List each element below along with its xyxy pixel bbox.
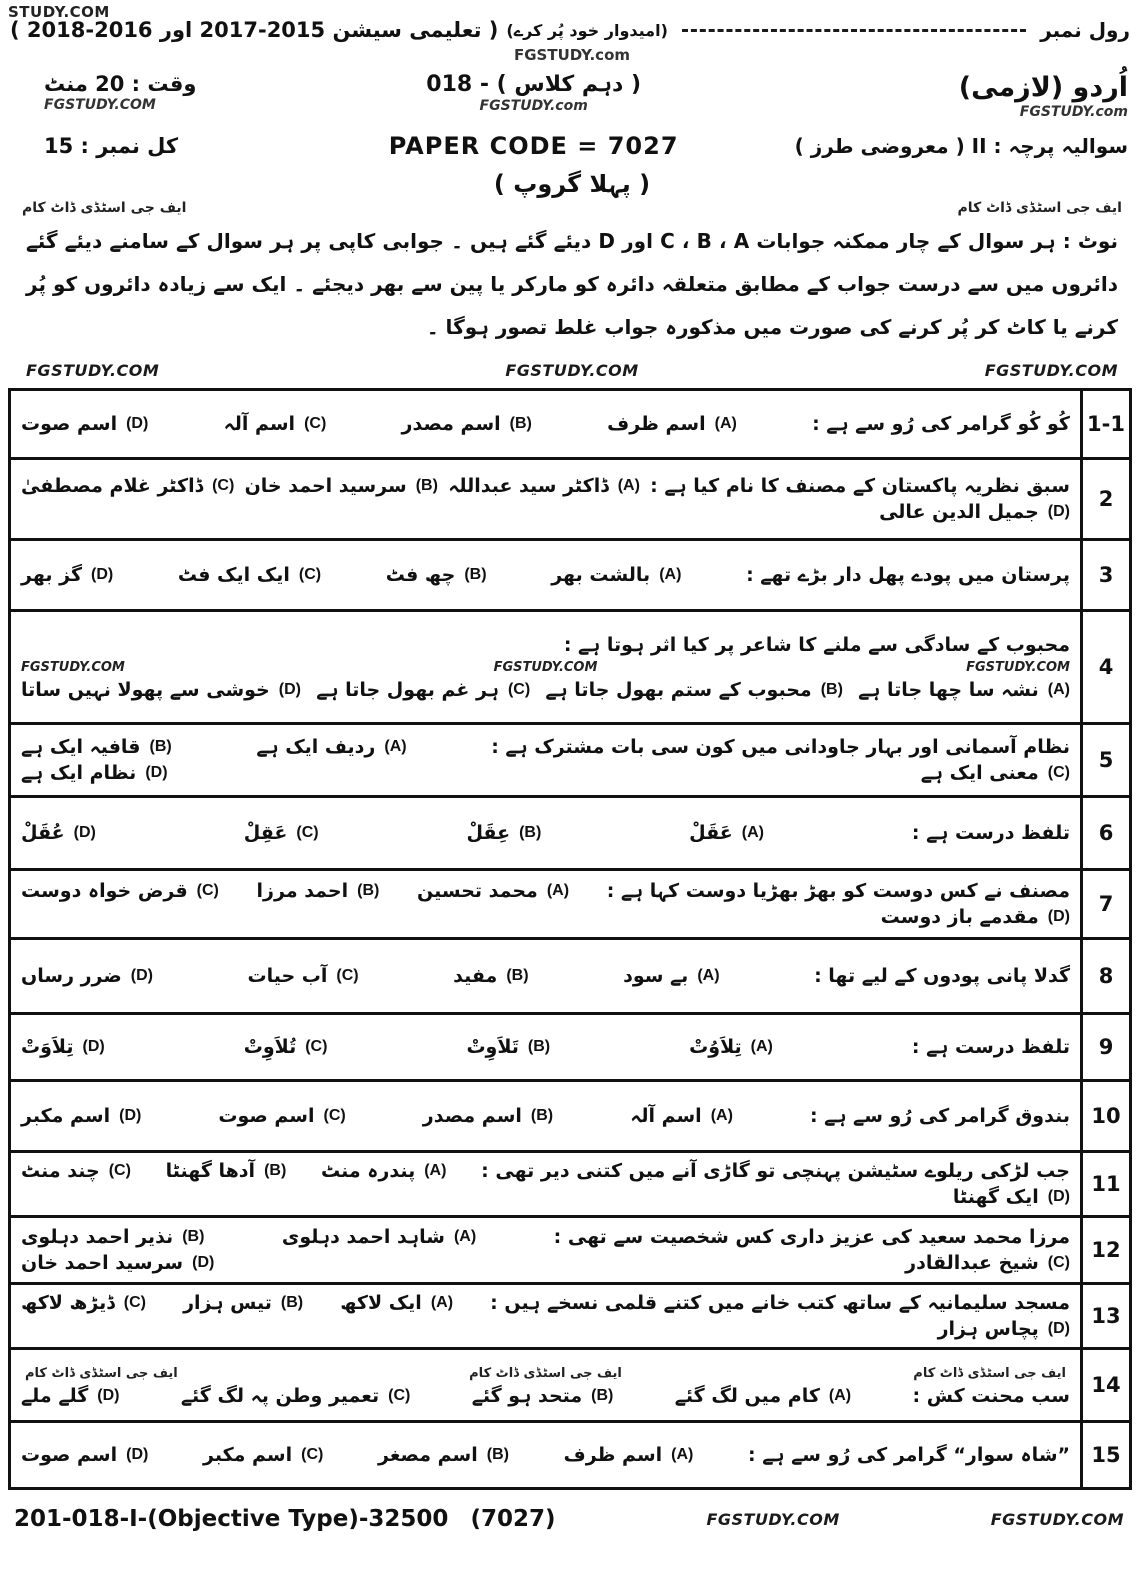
option-d [21,1385,119,1407]
option-c [248,965,359,987]
option-b-label: (B) [506,967,529,984]
question-number: 7 [1080,871,1129,937]
option-a [623,965,719,987]
question-row [11,871,1129,940]
question-row [11,940,1129,1015]
question-line [21,413,1070,435]
option-d-text: گلے ملے [21,1384,89,1407]
question-text: بندوق گرامر کی رُو سے ہے : [809,1105,1070,1127]
option-d-text: مقدمے باز دوست [880,906,1039,928]
option-c-label: (C) [507,680,531,698]
option-d-text: اسم صوت [21,1444,118,1466]
option-d [881,906,1070,928]
question-row [11,725,1129,798]
option-a-text: ایک لاکھ [340,1292,422,1314]
option-a-label: (A) [430,1294,454,1311]
watermark-text: FGSTUDY.COM [966,659,1070,675]
question-text: پرستان میں پودے پھل دار بڑے تھے : [746,564,1070,586]
option-c [244,822,319,844]
question-text: مسجد سلیمانیہ کے ساتھ کتب خانے میں کتنے قلمی نسخے ہیں : [490,1292,1070,1314]
watermark-text: ایف جی اسٹڈی ڈاٹ کام [957,200,1122,216]
question-body [11,1082,1080,1150]
option-a [340,1292,453,1314]
instructions-note: نوٹ : ہر سوال کے چار ممکنہ جوابات A‏ ، B‏ ، C‏ اور D دیئے گئے ہیں ۔ جوابی کاپی پر ہر سوال کے سامنے دیئے گئے دائروں میں سے درست جواب کے مطابق متعلقہ دائرہ کو مارکر یا پین سے بھر دیجئے ۔ ایک سے زیادہ دائروں کو پُر کرنے یا کاٹ کر پُر کرنے کی صورت میں مذکورہ جواب غلط تصور ہوگا ۔ [26,229,1118,339]
option-c [224,413,327,435]
option-a-text: ردیف ایک ہے [256,736,376,758]
option-d [953,1186,1070,1208]
option-a [630,1105,733,1127]
watermark-text: FGSTUDY.com [1019,104,1128,120]
option-d-label: (D) [145,764,168,781]
option-b-label: (B) [486,1446,509,1463]
total-marks: کل نمبر : 15 [44,134,179,158]
question-row [11,1082,1129,1153]
option-c-text: چند منٹ [21,1160,100,1182]
option-c-text: معنی ایک ہے [920,762,1039,784]
paper-info [0,64,1144,160]
option-d-label: (D) [1047,1320,1070,1337]
option-a-label: (A) [697,967,720,984]
option-c [316,679,530,701]
option-b-text: چھ فٹ [385,564,456,586]
question-line [21,475,1070,523]
option-b [545,679,842,701]
option-c [21,1160,131,1182]
option-b-text: محبوب کے ستم بھول جاتا ہے [545,678,812,701]
option-b-text: سرسید احمد خان [244,475,407,497]
question-body [11,541,1080,609]
option-b-text: تیس ہزار [183,1292,272,1314]
option-a [689,822,764,844]
option-d-text: عُقَلْ [21,822,65,844]
question-line [21,1292,1070,1340]
option-b [402,413,532,435]
group-title: ( پہلا گروپ ) [493,170,651,198]
watermark-text: ایف جی اسٹڈی ڈاٹ کام [469,1365,622,1381]
question-line [21,965,1070,987]
option-b-text: عِقَلْ [466,822,511,844]
option-b-label: (B) [519,824,542,841]
question-line [21,880,1070,928]
watermark-text: ایف جی اسٹڈی ڈاٹ کام [913,1365,1066,1381]
option-c-text: ایک ایک فٹ [177,564,290,586]
option-d-label: (D) [91,566,114,583]
class-line: 018 - ( دہم کلاس ) [426,72,642,97]
question-number: 13 [1080,1285,1129,1347]
question-number: 12 [1080,1218,1129,1282]
option-b [453,965,528,987]
option-d-label: (D) [73,824,96,841]
option-c [203,1444,323,1466]
question-row [11,1350,1129,1423]
option-d-text: گز بھر [21,564,82,586]
watermark-row [21,1364,1070,1385]
option-a-label: (A) [710,1107,733,1124]
watermark-row [0,198,1144,216]
question-row [11,460,1129,541]
watermark-text: FGSTUDY.COM [26,361,160,380]
option-b [386,564,487,586]
option-b-label: (B) [820,680,843,698]
question-number: 14 [1080,1350,1129,1420]
option-c-label: (C) [301,1446,324,1463]
option-d [21,679,301,701]
option-a-label: (A) [828,1386,852,1404]
option-c-text: تعمیر وطن پہ لگ گئے [180,1384,380,1407]
question-body [11,871,1080,937]
option-a [448,475,640,497]
option-a [675,1385,851,1407]
option-a [607,413,737,435]
watermark-text: FGSTUDY.COM [990,1509,1124,1529]
candidate-note: (امیدوار خود پُر کرے) [506,20,668,40]
question-row [11,612,1129,725]
header [0,0,1144,386]
option-a-label: (A) [659,566,682,583]
option-a [417,880,569,902]
watermark-text: FGSTUDY.COM [984,361,1118,380]
question-body [11,460,1080,538]
option-c-text: ہر غم بھول جاتا ہے [316,678,499,701]
watermark-text: FGSTUDY.COM [493,659,598,675]
watermark-text: FGSTUDY.COM [505,361,639,380]
option-d [21,564,113,586]
option-d-text: سرسید احمد خان [21,1252,184,1274]
question-text: مصنف نے کس دوست کو بھڑ بھڑیا دوست کہا ہے : [606,880,1070,902]
option-b [166,1160,287,1182]
option-a [689,1036,773,1058]
question-text: محبوب کے سادگی سے ملنے کا شاعر پر کیا اثر ہوتا ہے : [563,633,1070,656]
option-a-label: (A) [714,415,737,432]
question-number: 2 [1080,460,1129,538]
question-text: مرزا محمد سعید کی عزیز داری کس شخصیت سے تھی : [553,1226,1070,1248]
question-line [21,822,1070,844]
question-body [11,612,1080,722]
question-number: 6 [1080,798,1129,868]
option-c [181,1385,410,1407]
option-b-label: (B) [509,415,532,432]
option-b [257,880,380,902]
option-a-text: اسم آلہ [630,1105,702,1127]
question-body [11,1350,1080,1420]
watermark-row [21,660,1070,675]
option-b-label: (B) [591,1386,614,1404]
option-d [21,1444,148,1466]
option-d [879,501,1070,523]
question-number: 5 [1080,725,1129,795]
question-text: سبق نظریہ پاکستان کے مصنف کا نام کیا ہے : [650,475,1070,497]
option-a-text: ڈاکٹر سید عبداللہ [448,475,609,497]
option-d [21,1105,141,1127]
question-line [21,1226,1070,1274]
option-d-label: (D) [97,1386,120,1404]
question-row [11,1015,1129,1082]
question-body [11,1153,1080,1215]
option-c [21,880,219,902]
option-b [378,1444,509,1466]
imprint-text: 201-018-I-(Objective Type)-32500 [14,1506,449,1532]
option-d [21,413,148,435]
option-b-label: (B) [357,882,380,899]
question-text: ”شاہ سوار“ گرامر کی رُو سے ہے : [748,1444,1070,1466]
question-text: جب لڑکی ریلوے سٹیشن پہنچی تو گاڑی آنے میں کتنی دیر تھی : [481,1160,1070,1182]
option-c-text: اسم صوت [218,1105,315,1127]
option-c-text: اسم آلہ [223,413,296,435]
footer [0,1490,1144,1532]
option-b [466,1036,550,1058]
question-body [11,1423,1080,1487]
question-row [11,1423,1129,1487]
option-a-label: (A) [424,1162,447,1179]
question-body [11,1285,1080,1347]
question-number: 15 [1080,1423,1129,1487]
option-c-label: (C) [305,1038,328,1055]
option-c [905,1252,1070,1274]
option-b-text: اسم مصدر [422,1105,522,1127]
question-text: گدلا پانی پودوں کے لیے تھا : [814,965,1070,987]
watermark-text: FGSTUDY.COM [706,1509,840,1529]
option-c-text: شیخ عبدالقادر [905,1252,1039,1274]
question-text: تلفظ درست ہے : [911,822,1070,844]
option-b-label: (B) [464,566,487,583]
option-a [564,1444,694,1466]
option-c-label: (C) [212,477,235,494]
question-text: کُو کُو گرامر کی رُو سے ہے : [812,413,1070,435]
watermark-row [0,349,1144,386]
watermark-text: FGSTUDY.COM [44,97,156,113]
question-number: 4 [1080,612,1129,722]
option-d-text: اسم مکبر [21,1105,111,1127]
roll-number-line [0,0,1144,42]
question-line [21,564,1070,586]
question-body [11,940,1080,1012]
question-row [11,798,1129,871]
option-b-label: (B) [527,1038,551,1055]
option-c-label: (C) [304,415,327,432]
option-d-label: (D) [278,680,301,698]
imprint-code: (7027) [470,1506,556,1532]
option-d-text: اسم صوت [21,413,118,435]
watermark-text: ایف جی اسٹڈی ڈاٹ کام [22,200,187,216]
question-table [8,388,1132,1490]
roll-number-label: رول نمبر [1040,18,1130,42]
option-a-text: شاہد احمد دہلوی [281,1226,445,1248]
question-line [21,1036,1070,1058]
option-d [21,762,168,784]
option-c-label: (C) [296,824,319,841]
question-number: 8 [1080,940,1129,1012]
option-a-label: (A) [750,1038,773,1055]
question-body [11,1218,1080,1282]
option-b-text: متحد ہو گئے [471,1384,583,1407]
option-c-label: (C) [323,1107,346,1124]
option-b-text: تَلاَوِتْ [466,1036,519,1058]
option-d-label: (D) [192,1254,215,1271]
option-a-text: اسم ظرف [563,1444,663,1466]
option-b-text: اسم مصغر [378,1444,478,1466]
option-a [282,1226,476,1248]
watermark-text: FGSTUDY.COM [21,659,125,675]
question-row [11,541,1129,612]
question-number: 10 [1080,1082,1129,1150]
option-c [178,564,321,586]
session-note: ( تعلیمی سیشن 2015-2017 اور 2016-2018 ) [10,18,499,42]
question-row [11,1285,1129,1350]
question-line [21,634,1070,701]
subject-title: اُردو (لازمی) [958,72,1128,103]
option-b [423,1105,553,1127]
question-line [21,1385,1070,1407]
option-a-text: بالشت بھر [551,564,651,586]
option-d-label: (D) [1047,503,1070,520]
option-b-text: آدھا گھنٹا [165,1160,256,1182]
option-b-label: (B) [530,1107,554,1124]
option-d [21,822,96,844]
option-b [21,736,172,758]
question-row [11,1218,1129,1285]
option-c-label: (C) [388,1386,411,1404]
option-a-text: کام میں لگ گئے [674,1384,820,1407]
option-d [21,1252,214,1274]
question-number: 9 [1080,1015,1129,1079]
option-d [21,965,153,987]
option-c [21,475,234,497]
option-d-label: (D) [1047,1188,1070,1205]
question-line [21,736,1070,784]
option-b [21,1226,204,1248]
option-d-label: (D) [1047,908,1070,925]
question-text: تلفظ درست ہے : [911,1036,1070,1058]
option-a-text: بے سود [623,965,689,987]
option-c-label: (C) [336,967,359,984]
option-a [551,564,681,586]
option-c-text: ڈیڑھ لاکھ [21,1292,115,1314]
option-d-label: (D) [126,415,149,432]
option-c-label: (C) [196,882,219,899]
option-c-text: اسم مکبر [203,1444,293,1466]
option-b-label: (B) [415,477,438,494]
option-c-text: تُلاَوِتْ [243,1036,297,1058]
option-c-text: ڈاکٹر غلام مصطفیٰ [21,475,204,497]
option-d [21,1036,105,1058]
option-b [245,475,438,497]
option-a-text: محمد تحسین [417,880,538,902]
option-a [256,736,406,758]
paper-type: سوالیہ پرچہ : II ( معروضی طرز ) [794,134,1128,158]
question-body [11,798,1080,868]
option-c-text: آب حیات [247,965,328,987]
question-body [11,725,1080,795]
option-a-text: عَقَلْ [689,822,733,844]
option-b [183,1292,303,1314]
watermark-text: FGSTUDY.com [479,98,588,114]
option-d-text: تِلاَوَتْ [21,1036,74,1058]
question-body [11,1015,1080,1079]
option-b-label: (B) [149,738,172,755]
imprint [14,1506,556,1532]
option-b-text: احمد مرزا [256,880,349,902]
watermark-text: FGSTUDY.com [513,46,631,64]
option-d-text: پچاس ہزار [937,1318,1039,1340]
option-d-text: ضرر رساں [21,965,122,987]
option-b-text: نذیر احمد دہلوی [21,1226,174,1248]
option-c-label: (C) [1047,1254,1070,1271]
option-a [858,679,1070,701]
question-text: نظام آسمانی اور بہار جاودانی میں کون سی بات مشترک ہے : [491,736,1070,758]
question-number: 3 [1080,541,1129,609]
option-c-label: (C) [298,566,322,583]
option-c-label: (C) [123,1294,146,1311]
option-a-label: (A) [1047,680,1070,698]
option-d-label: (D) [126,1446,149,1463]
option-b [472,1385,614,1407]
option-c-text: عَقِلْ [243,822,288,844]
option-a-label: (A) [384,738,407,755]
option-b-label: (B) [280,1294,304,1311]
option-d-text: خوشی سے پھولا نہیں ساتا [21,678,270,701]
roll-number-blank [682,29,1026,32]
option-d-text: ایک گھنٹا [952,1186,1039,1208]
question-number: 11 [1080,1153,1129,1215]
option-c [244,1036,328,1058]
option-d-label: (D) [82,1038,105,1055]
option-c [21,1292,146,1314]
option-b-label: (B) [264,1162,287,1179]
option-a-text: نشہ سا چھا جاتا ہے [858,678,1039,701]
watermark-text: STUDY.COM [8,3,110,21]
option-a [321,1160,446,1182]
option-b-text: مفید [453,965,498,987]
option-c-label: (C) [108,1162,131,1179]
option-a-text: اسم ظرف [607,413,706,435]
paper-code: PAPER CODE = 7027 [388,132,679,160]
option-c [218,1105,345,1127]
question-line [21,1105,1070,1127]
time-allowed: وقت : 20 منٹ [44,72,197,96]
option-d [938,1318,1070,1340]
option-c-text: قرض خواہ دوست [21,880,188,902]
option-b-label: (B) [182,1228,205,1245]
question-line [21,1444,1070,1466]
option-a-label: (A) [617,477,640,494]
option-a-text: پندرہ منٹ [321,1160,416,1182]
question-line [21,1160,1070,1208]
option-a-label: (A) [453,1228,477,1245]
question-number: 1-1 [1080,391,1129,457]
option-a-label: (A) [546,882,570,899]
question-body [11,391,1080,457]
option-d-label: (D) [130,967,153,984]
option-b-text: قافیہ ایک ہے [21,736,141,758]
option-c [921,762,1070,784]
option-b [466,822,541,844]
question-row [11,1153,1129,1218]
option-d-text: جمیل الدین عالی [879,501,1039,523]
question-row [11,391,1129,460]
option-a-label: (A) [741,824,765,841]
option-b-text: اسم مصدر [401,413,501,435]
option-d-label: (D) [119,1107,142,1124]
option-d-text: نظام ایک ہے [21,762,137,784]
question-text: سب محنت کش : [912,1384,1070,1407]
option-a-text: تِلاَوُتْ [689,1036,742,1058]
option-c-label: (C) [1047,764,1070,781]
watermark-text: ایف جی اسٹڈی ڈاٹ کام [25,1365,178,1381]
option-a-label: (A) [671,1446,694,1463]
